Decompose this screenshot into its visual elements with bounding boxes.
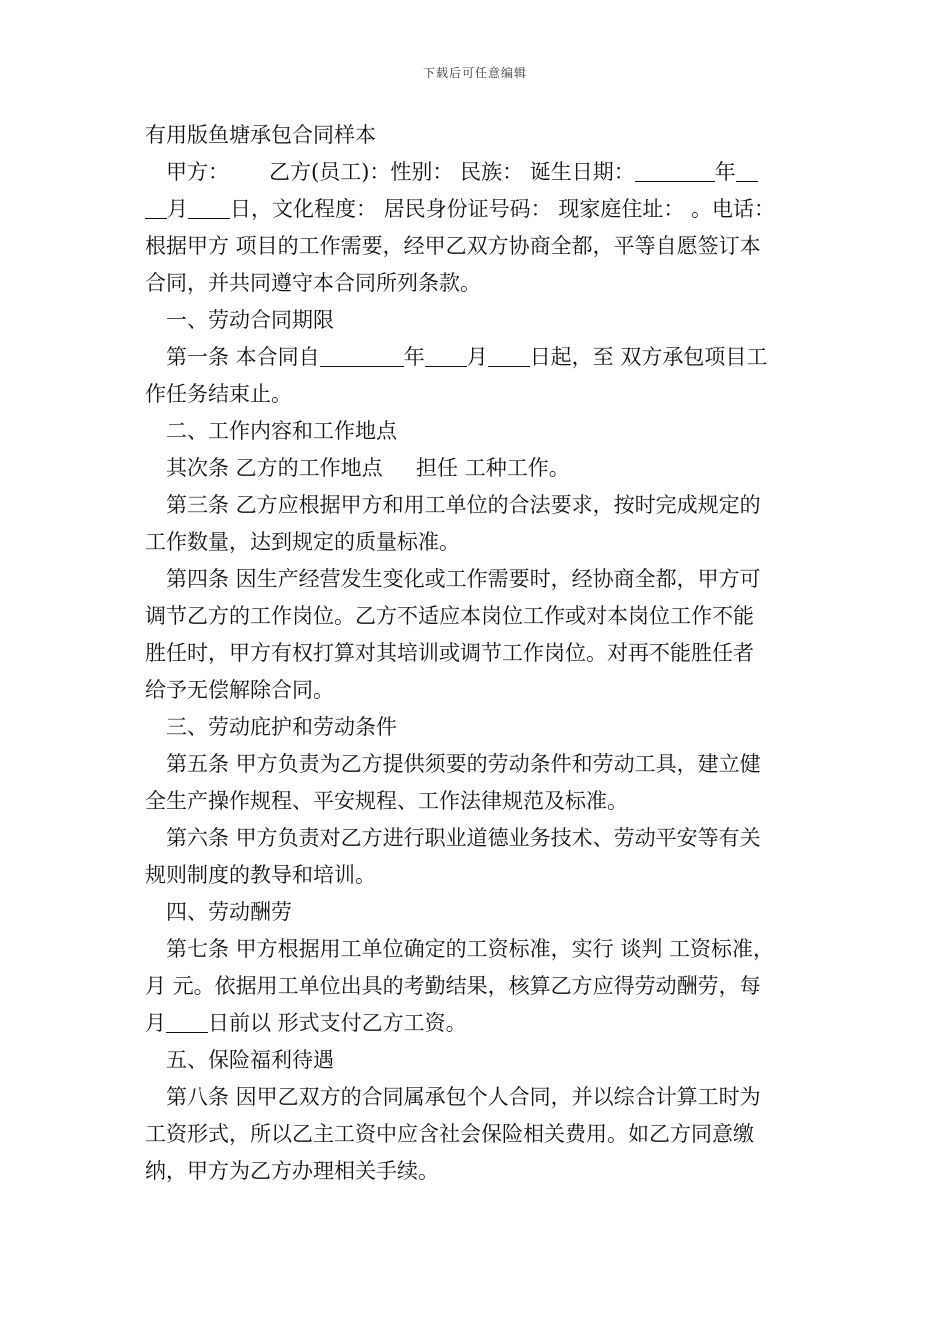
article-6: [145, 820, 809, 894]
article-1-text: 第一条 本合同自: [166, 345, 320, 369]
article-4-line-2: 调节乙方的工作岗位。乙方不适应本岗位工作或对本岗位工作不能: [145, 604, 754, 628]
article-5-line-2: 全生产操作规程、平安规程、工作法律规范及标准。: [145, 789, 628, 813]
article-5-line-1: 第五条 甲方负责为乙方提供须要的劳动条件和劳动工具，建立健: [166, 752, 761, 776]
party-info-paragraph: [145, 154, 809, 302]
article-3-line-2: 工作数量，达到规定的质量标准。: [145, 530, 460, 554]
intro-line-2: 合同，并共同遵守本合同所列条款。: [145, 271, 481, 295]
birth-month-blank-start: [736, 159, 758, 182]
intro-line-1: 根据甲方 项目的工作需要，经甲乙双方协商全都，平等自愿签订本: [145, 234, 761, 258]
article-8: [145, 1079, 809, 1190]
article-1-text-end: 日起，至 双方承包项目工: [529, 345, 768, 369]
article-3: [145, 487, 809, 561]
article-4-line-1: 第四条 因生产经营发生变化或工作需要时，经协商全都，甲方可: [166, 567, 761, 591]
month-label: 月: [167, 197, 188, 221]
article-7: [145, 931, 809, 1042]
section-heading-work: 二、工作内容和工作地点: [166, 419, 397, 443]
party-text: 甲方： 乙方(员工)：性别： 民族： 诞生日期：: [166, 160, 635, 184]
article-7-line-1: 第七条 甲方根据用工单位确定的工资标准，实行 谈判 工资标准，: [166, 937, 775, 961]
document-body: [145, 117, 809, 1190]
birth-day-blank: [188, 196, 230, 219]
header-note: 下载后可任意编辑: [422, 66, 527, 80]
section-heading-insurance: 五、保险福利待遇: [166, 1048, 334, 1072]
birth-month-blank-end: [145, 196, 167, 219]
article-4-line-3: 胜任时，甲方有权打算对其培训或调节工作岗位。对再不能胜任者: [145, 641, 754, 665]
article-2: 其次条 乙方的工作地点 担任 工种工作。: [166, 456, 570, 480]
article-7-line-3-text: 日前以 形式支付乙方工资。: [208, 1011, 467, 1035]
section-heading-pay: 四、劳动酬劳: [166, 900, 292, 924]
article-7-line-2: 月 元。依据用工单位出具的考勤结果，核算乙方应得劳动酬劳，每: [145, 974, 761, 998]
article-8-line-1: 第八条 因甲乙双方的合同属承包个人合同，并以综合计算工时为: [166, 1085, 761, 1109]
article-1-line-2: 作任务结束止。: [145, 382, 292, 406]
section-heading-term: 一、劳动合同期限: [166, 308, 334, 332]
birth-year-blank: [635, 159, 715, 182]
year-label: 年: [714, 160, 736, 184]
start-year-label: 年: [403, 345, 425, 369]
pay-month-label: 月: [145, 1011, 166, 1035]
article-7-line-3: [145, 1005, 809, 1042]
article-4-line-4: 给予无偿解除合同。: [145, 678, 334, 702]
party-line-1: [145, 154, 809, 191]
article-5: [145, 746, 809, 820]
start-month-blank: [425, 344, 467, 367]
start-month-label: 月: [466, 345, 488, 369]
article-1: [145, 339, 809, 413]
start-year-blank: [320, 344, 404, 367]
article-6-line-2: 规则制度的教导和培训。: [145, 863, 376, 887]
article-8-line-2: 工资形式，所以乙主工资中应含社会保险相关费用。如乙方同意缴: [145, 1122, 754, 1146]
article-4: [145, 561, 809, 709]
article-6-line-1: 第六条 甲方负责对乙方进行职业道德业务技术、劳动平安等有关: [166, 826, 761, 850]
article-1-line-1: [145, 339, 809, 376]
document-title: 有用版鱼塘承包合同样本: [145, 123, 376, 147]
article-3-line-1: 第三条 乙方应根据甲方和用工单位的合法要求，按时完成规定的: [166, 493, 761, 517]
party-line-2-text: 日，文化程度： 居民身份证号码： 现家庭住址： 。电话：: [230, 197, 776, 221]
party-line-2: [145, 191, 809, 228]
pay-day-blank: [166, 1010, 208, 1033]
section-heading-protection: 三、劳动庇护和劳动条件: [166, 715, 397, 739]
article-8-line-3: 纳，甲方为乙方办理相关手续。: [145, 1159, 439, 1183]
start-day-blank: [488, 344, 530, 367]
